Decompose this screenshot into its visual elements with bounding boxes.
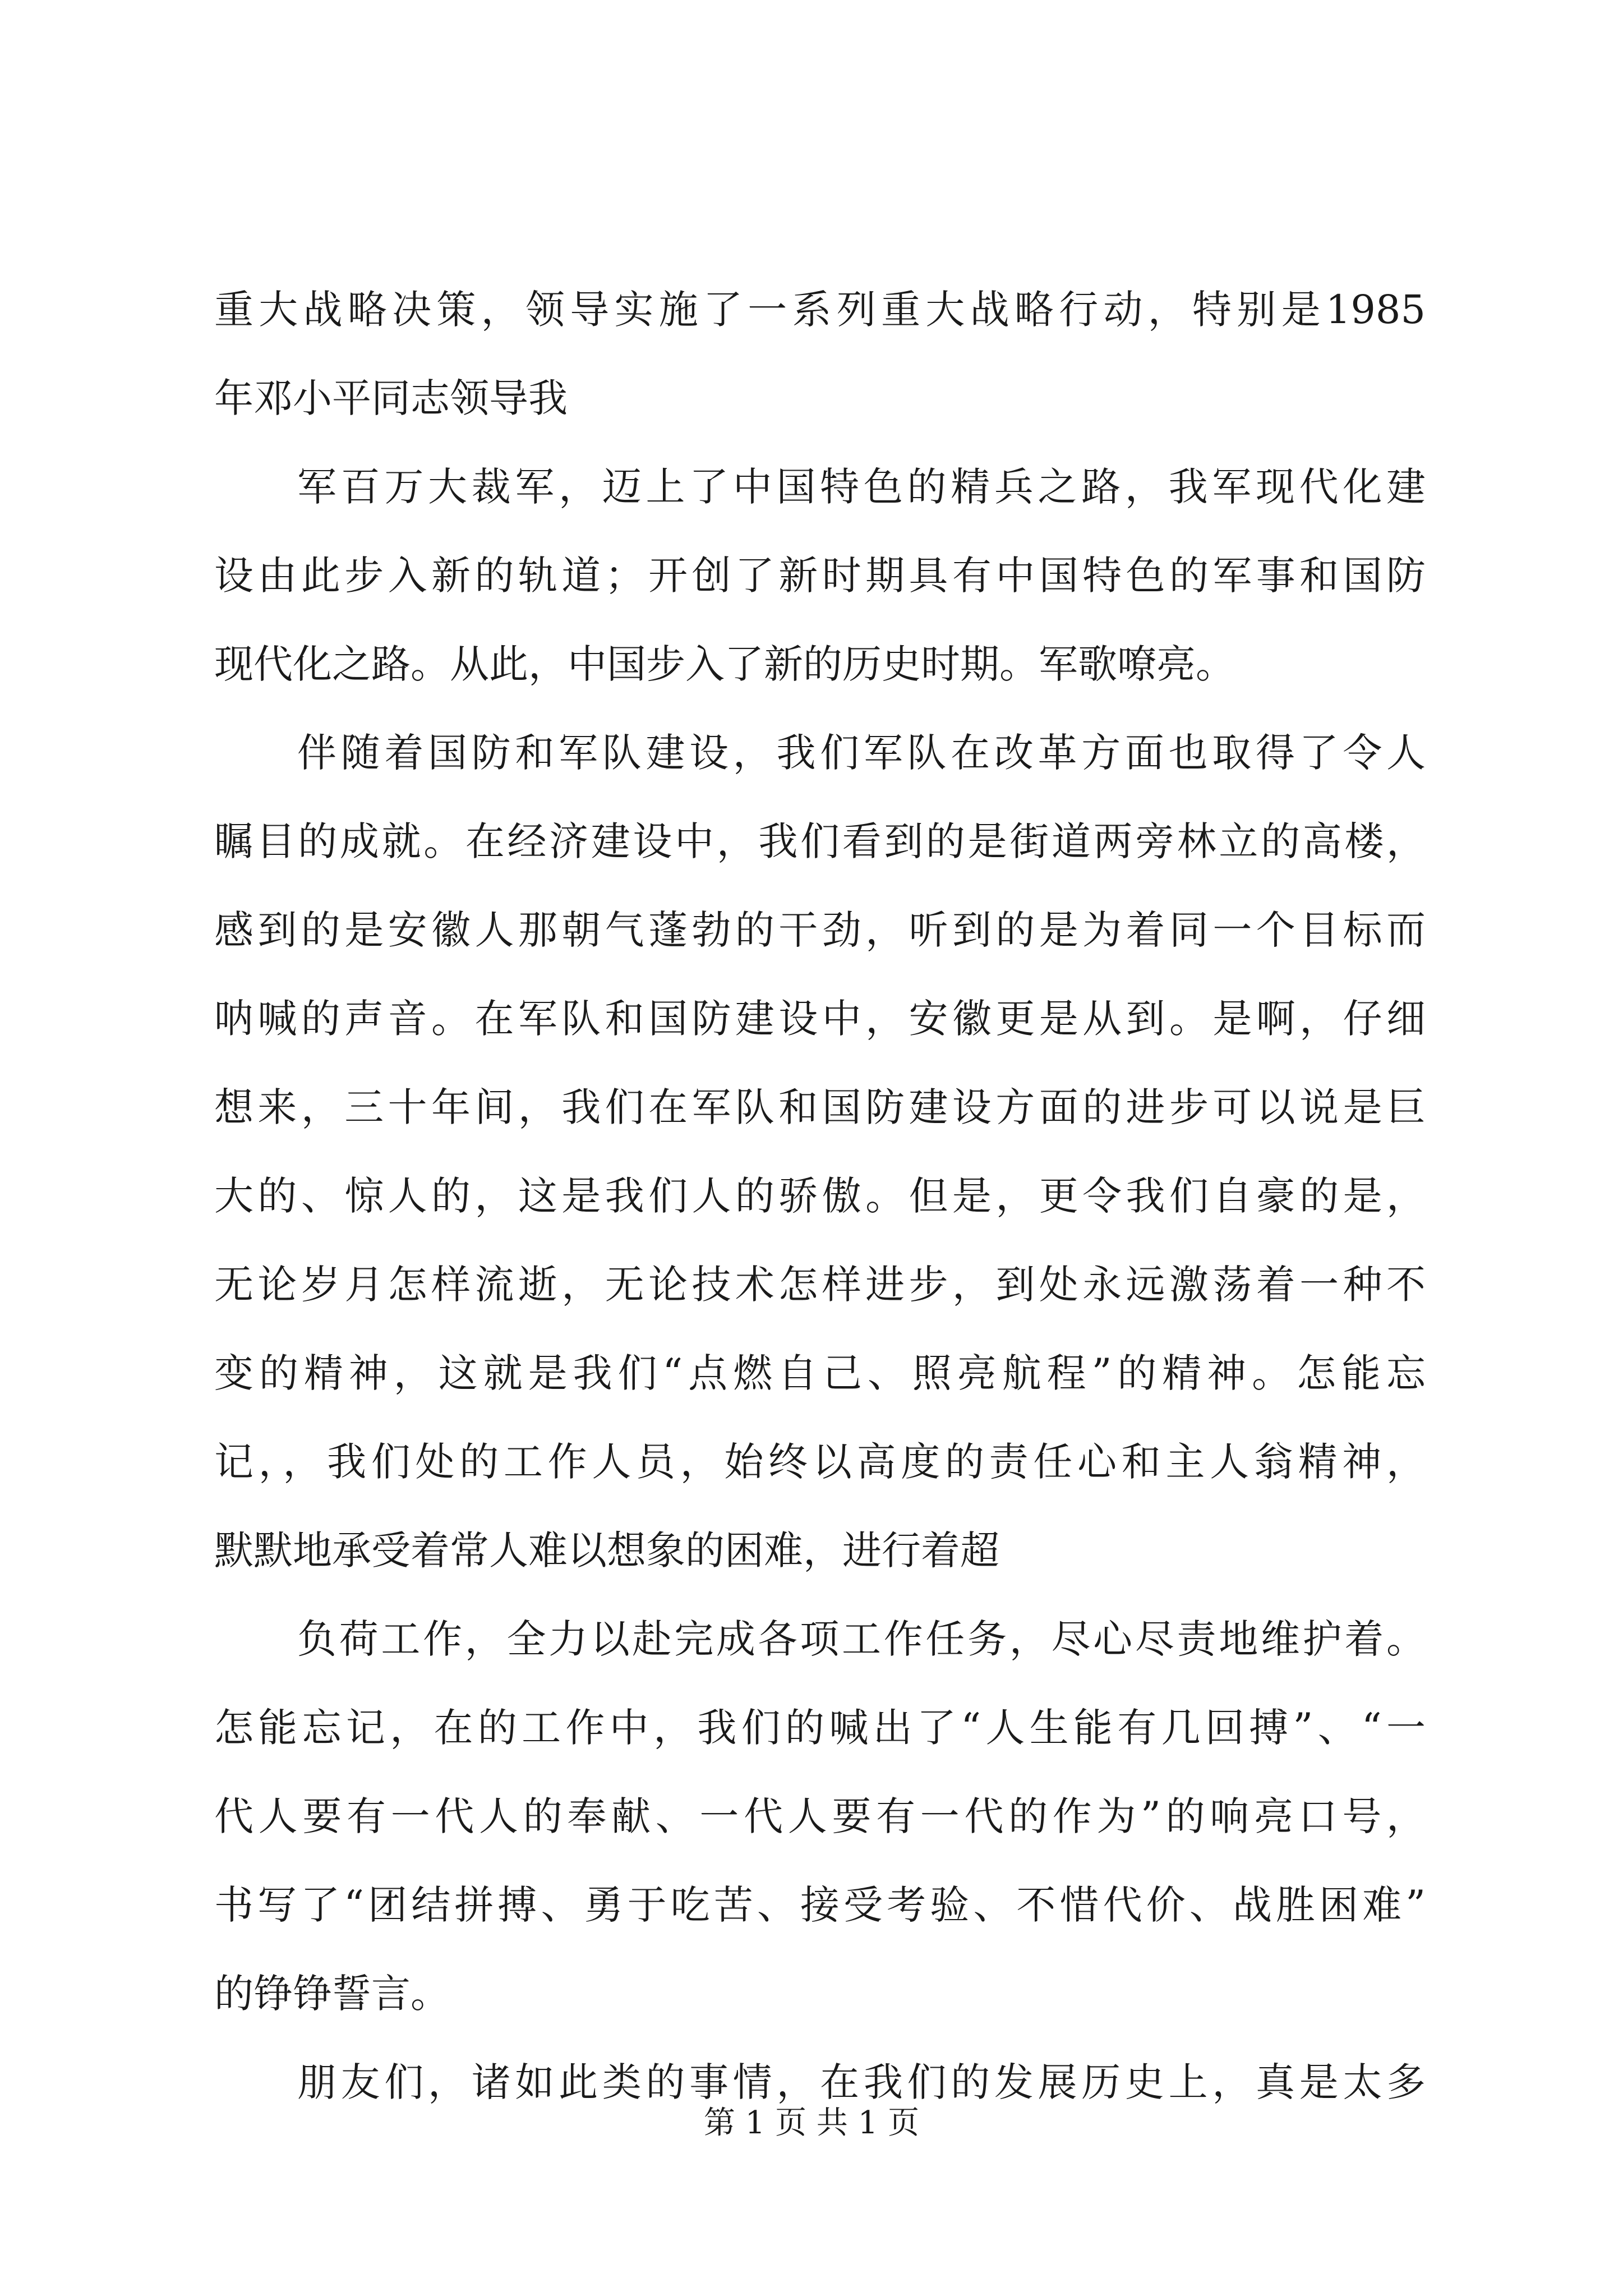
- text-line: 年邓小平同志领导我: [214, 375, 568, 421]
- page-footer: [0, 2101, 1623, 2146]
- text-line: 重大战略决策，领导实施了一系列重大战略行动，特别是1985: [214, 287, 1426, 333]
- text-line: 默默地承受着常人难以想象的困难，进行着超: [214, 1527, 999, 1573]
- text-line: 伴随着国防和军队建设，我们军队在改革方面也取得了令人: [297, 730, 1426, 776]
- text-line: 军百万大裁军，迈上了中国特色的精兵之路，我军现代化建: [297, 464, 1426, 510]
- text-line: 瞩目的成就。在经济建设中，我们看到的是街道两旁林立的高楼，: [214, 818, 1426, 864]
- text-line: 的铮铮誓言。: [214, 1971, 450, 2017]
- text-line: 书写了“团结拼搏、勇于吃苦、接受考验、不惜代价、战胜困难”: [214, 1882, 1426, 1928]
- text-line: 呐喊的声音。在军队和国防建设中，安徽更是从到。是啊，仔细: [214, 996, 1426, 1042]
- text-line: 记，，我们处的工作人员，始终以高度的责任心和主人翁精神，: [214, 1439, 1426, 1485]
- text-line: 感到的是安徽人那朝气蓬勃的干劲，听到的是为着同一个目标而: [214, 907, 1426, 953]
- text-line: 现代化之路。从此，中国步入了新的历史时期。军歌嘹亮。: [214, 641, 1235, 687]
- page-number: 第 1 页 共 1 页: [703, 2105, 920, 2141]
- text-line: 想来，三十年间，我们在军队和国防建设方面的进步可以说是巨: [214, 1084, 1426, 1130]
- text-line: 怎能忘记，在的工作中，我们的喊出了“人生能有几回搏”、“一: [214, 1705, 1426, 1751]
- text-line: 负荷工作，全力以赴完成各项工作任务，尽心尽责地维护着。: [297, 1616, 1426, 1662]
- text-line: 大的、惊人的，这是我们人的骄傲。但是，更令我们自豪的是，: [214, 1173, 1426, 1219]
- text-line: 设由此步入新的轨道；开创了新时期具有中国特色的军事和国防: [214, 553, 1426, 599]
- text-line: 代人要有一代人的奉献、一代人要有一代的作为”的响亮口号，: [214, 1793, 1426, 1839]
- document-body: [214, 265, 1426, 2127]
- text-line: 朋友们，诸如此类的事情，在我们的发展历史上，真是太多: [297, 2059, 1426, 2105]
- text-line: 无论岁月怎样流逝，无论技术怎样进步，到处永远激荡着一种不: [214, 1262, 1426, 1308]
- text-line: 变的精神，这就是我们“点燃自己、照亮航程”的精神。怎能忘: [214, 1350, 1426, 1396]
